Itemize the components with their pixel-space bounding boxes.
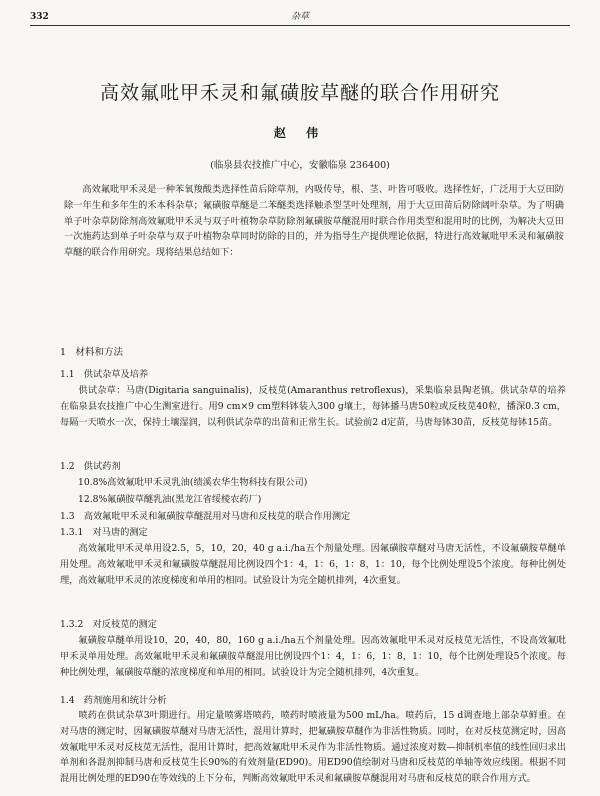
herbicide-item-1: 10.8%高效氟吡甲禾灵乳油(绩溪农华生物科技有限公司) xyxy=(78,477,308,488)
subsection-heading-weeds: 1.1 供试杂草及培养 xyxy=(60,369,149,380)
author: 赵 伟 xyxy=(273,126,327,140)
crabgrass-text: 高效氟吡甲禾灵单用设2.5，5，10，20，40 g a.i./ha五个剂量处理。因氟磺胺草醚对马唐无活性，不设氟磺胺草醚单用处理。高效氟吡甲禾灵和氟磺胺草醚混用比例设四个1：4，1：6，1：8，1：10，每个比例处理设5个浓度。每种比例处理，高效氟吡甲禾灵的浓度梯度和单用的相同。试验设计为完全随机排列，4次重复。 xyxy=(60,543,566,586)
subsection-heading-application: 1.4 药剂施用和统计分析 xyxy=(60,695,167,706)
amaranth-paragraph xyxy=(60,633,566,680)
journal-name: 杂草 xyxy=(290,12,309,22)
herbicide-item-2: 12.8%氟磺胺草醚乳油(黑龙江省绥棱农药厂) xyxy=(78,494,262,505)
application-text: 喷药在供试杂草3叶期进行。用定量喷雾塔喷药，喷药时喷液量为500 mL/ha。喷药后，15 d调查地上部杂草鲜重。在对马唐的测定时，因氟磺胺草醚对马唐无活性，混用计算时，把氟磺胺草醚作为非活性物质。同时，在对反枝苋测定时，因高效氟吡甲禾灵对反枝苋无活性，混用计算时，把高效氟吡甲禾灵作为非活性物质。通过浓度对数—抑制机率值的线性回归求出单剂和各混剂抑制马唐和反枝苋生长90%的有效剂量(ED90)。用ED90值绘制对马唐和反枝苋的单轴等效应线图。根据不同混用比例处理的ED90在等效线的上下分布，判断高效氟吡甲禾灵和氟磺胺草醚混用对马唐和反枝苋的联合作用方式。 xyxy=(60,710,566,785)
amaranth-text: 氟磺胺草醚单用设10，20，40，80，160 g a.i./ha五个剂量处理。因高效氟吡甲禾灵对反枝苋无活性，不设高效氟吡甲禾灵单用处理。高效氟吡甲禾灵和氟磺胺草醚混用比例设四个1：4，1：6，1：8，1：10，每个比例处理设5个浓度。每种比例处理，氟磺胺草醚的浓度梯度和单用的相同。试验设计为完全随机排列，4次重复。 xyxy=(60,635,566,678)
introduction-paragraph xyxy=(64,182,564,261)
subsection-heading-herbicides: 1.2 供试药剂 xyxy=(60,461,121,472)
introduction-text: 高效氟吡甲禾灵是一种苯氧羧酸类选择性苗后除草剂，内吸传导，根、茎、叶皆可吸收。选择性好，广泛用于大豆田防除一年生和多年生的禾本科杂草；氟磺胺草醚是二苯醚类选择触杀型茎叶处理剂，用于大豆田苗后防除阔叶杂草。为了明确单子叶杂草防除剂高效氟吡甲禾灵与双子叶植物杂草防除剂氟磺胺草醚混用时联合作用类型和混用时的比例，为解决大豆田一次施药达到单子叶杂草与双子叶植物杂草同时防除的目的，并为指导生产提供理论依据，特进行高效氟吡甲禾灵和氟磺胺草醚的联合作用研究。现将结果总结如下： xyxy=(64,184,564,259)
weeds-text: 供试杂草：马唐(Digitaria sanguinalis)，反枝苋(Amaranthus retroflexus)，采集临泉县陶老镇。供试杂草的培养在临泉县农技推广中心生测室进行。用9 cm×9 cm塑料钵装入300 g壤土，每钵播马唐50粒或反枝苋40粒，播深0.3 cm，每隔一天喷水一次，保持土壤湿润，以利供试杂草的出苗和正常生长。试验前2 d定苗，马唐每钵30苗，反枝苋每钵15苗。 xyxy=(60,385,566,428)
subsection-heading-joint-action: 1.3 高效氟吡甲禾灵和氟磺胺草醚混用对马唐和反枝苋的联合作用测定 xyxy=(60,511,351,522)
crabgrass-paragraph xyxy=(60,541,566,588)
application-paragraph xyxy=(60,708,566,787)
page-number: 332 xyxy=(30,12,49,22)
subsection-heading-crabgrass: 1.3.1 对马唐的测定 xyxy=(60,527,148,538)
affiliation: (临泉县农技推广中心，安徽临泉 236400) xyxy=(210,160,390,171)
subsection-heading-amaranth: 1.3.2 对反枝苋的测定 xyxy=(60,619,157,630)
section-heading-materials-methods: 1 材料和方法 xyxy=(60,347,124,358)
weeds-paragraph xyxy=(60,383,566,430)
header-rule xyxy=(30,25,570,26)
running-head xyxy=(30,10,570,24)
article-title: 高效氟吡甲禾灵和氟磺胺草醚的联合作用研究 xyxy=(99,82,500,104)
